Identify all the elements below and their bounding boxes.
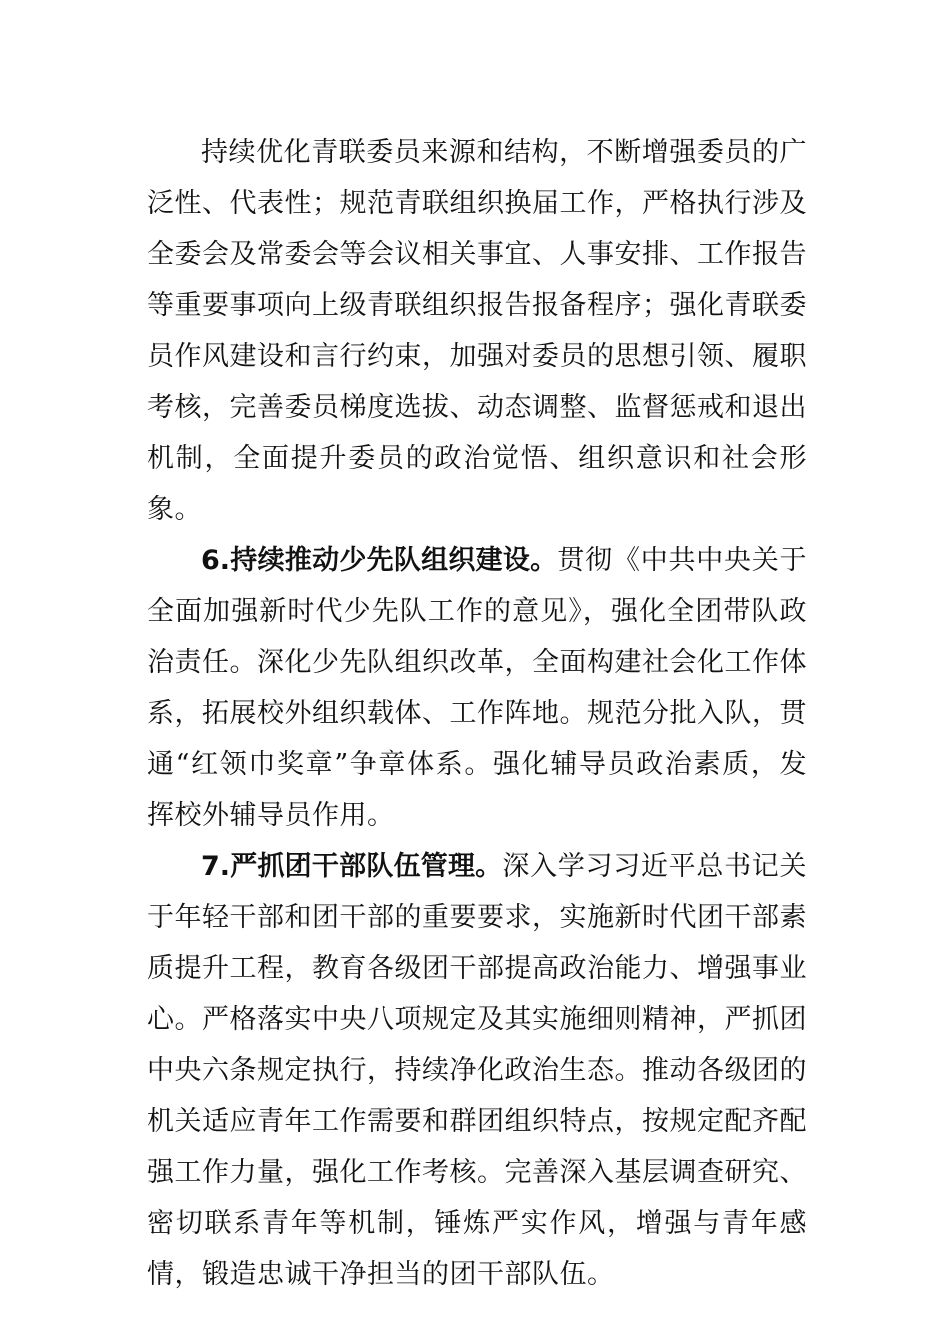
paragraph-body: 贯彻《中共中央关于全面加强新时代少先队工作的意见》，强化全团带队政治责任。深化少先队组织改革，全面构建社会化工作体系，拓展校外组织载体、工作阵地。规范分批入队，贯通“红领巾奖章”争章体系。强化辅导员政治素质，发挥校外辅导员作用。	[147, 545, 807, 831]
paragraph-body: 持续优化青联委员来源和结构，不断增强委员的广泛性、代表性；规范青联组织换届工作，严格执行涉及全委会及常委会等会议相关事宜、人事安排、工作报告等重要事项向上级青联组织报告报备程序；强化青联委员作风建设和言行约束，加强对委员的思想引领、履职考核，完善委员梯度选拔、动态调整、监督惩戒和退出机制，全面提升委员的政治觉悟、组织意识和社会形象。	[147, 137, 807, 525]
paragraph-young-pioneers	[147, 535, 807, 841]
paragraph-committee-members	[147, 127, 807, 535]
paragraph-cadre-management	[147, 841, 807, 1300]
paragraph-heading: 7.严抓团干部队伍管理。	[201, 851, 503, 882]
document-body	[147, 127, 807, 1300]
paragraph-heading: 6.持续推动少先队组织建设。	[201, 545, 558, 576]
paragraph-body: 深入学习习近平总书记关于年轻干部和团干部的重要要求，实施新时代团干部素质提升工程，教育各级团干部提高政治能力、增强事业心。严格落实中央八项规定及其实施细则精神，严抓团中央六条规定执行，持续净化政治生态。推动各级团的机关适应青年工作需要和群团组织特点，按规定配齐配强工作力量，强化工作考核。完善深入基层调查研究、密切联系青年等机制，锤炼严实作风，增强与青年感情，锻造忠诚干净担当的团干部队伍。	[147, 851, 808, 1290]
